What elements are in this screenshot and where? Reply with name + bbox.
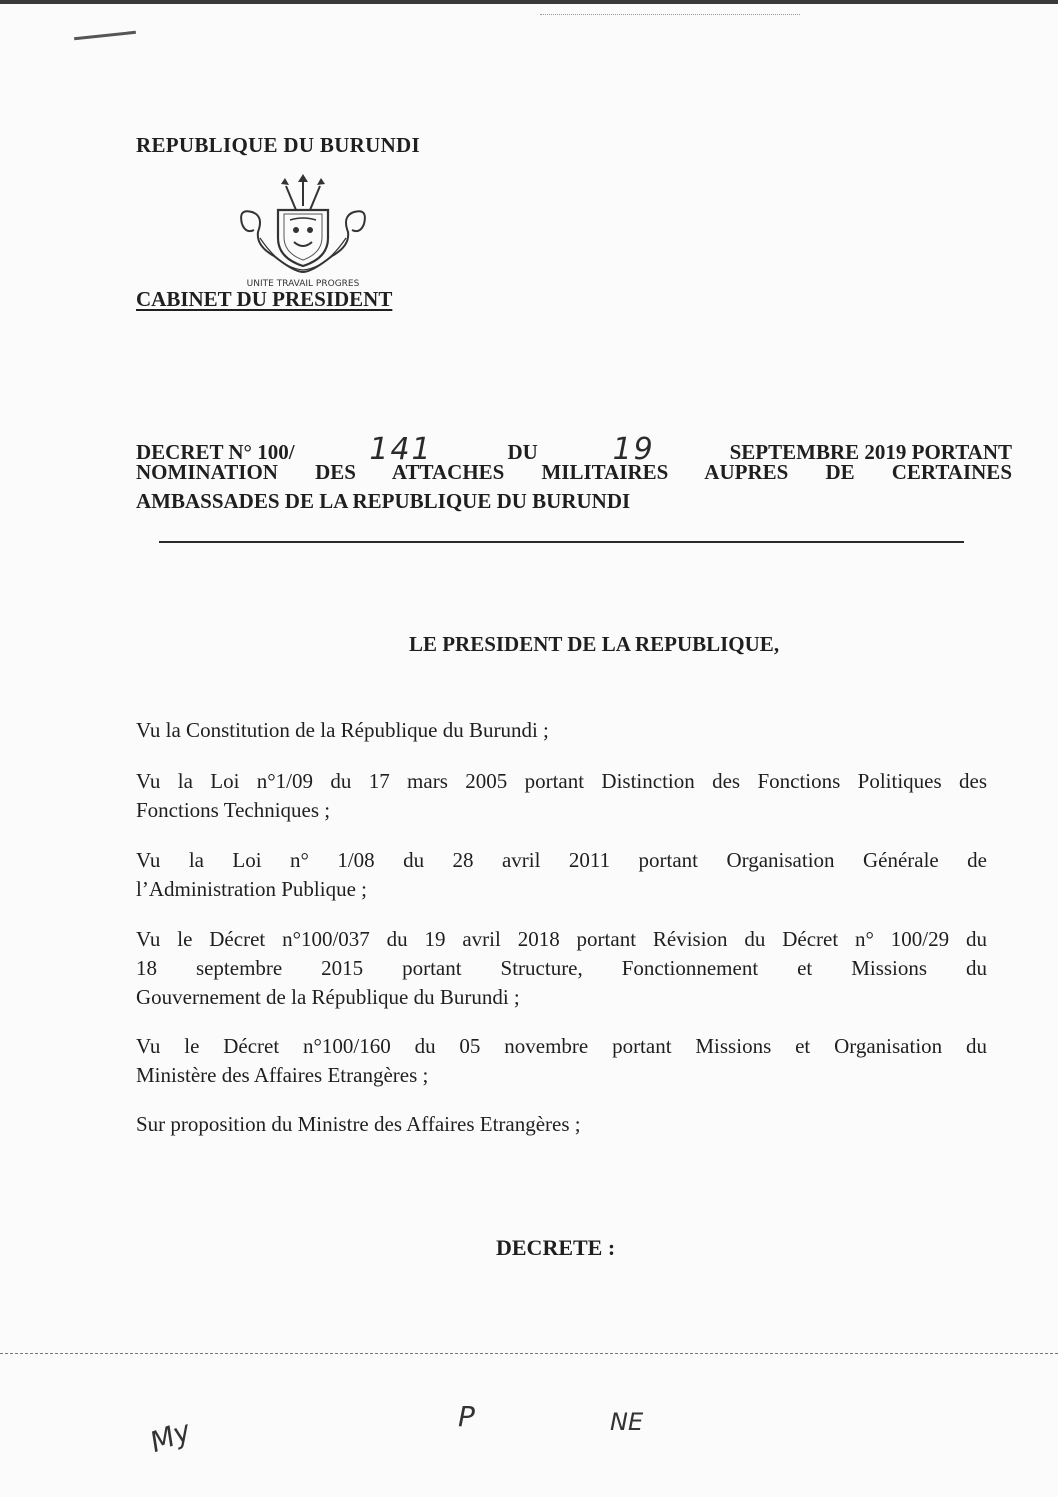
consideration-proposition: [136, 1110, 987, 1139]
handwritten-decree-number: 141: [369, 432, 433, 467]
decrete-heading: DECRETE :: [496, 1235, 616, 1260]
decree-title-line-3: AMBASSADES DE LA REPUBLIQUE DU BURUNDI: [136, 489, 631, 513]
scan-edge: [0, 0, 1058, 4]
scan-dots: [540, 14, 800, 17]
country-heading: REPUBLIQUE DU BURUNDI: [136, 133, 420, 157]
consideration-line: l’Administration Publique ;: [136, 877, 367, 901]
decree-date-suffix: SEPTEMBRE 2019 PORTANT: [729, 440, 1012, 464]
consideration-line: Vu la Constitution de la République du Burundi ;: [136, 718, 549, 742]
handwritten-initial-3: NE: [610, 1408, 644, 1436]
decree-number-prefix: DECRET N° 100/: [136, 440, 295, 464]
consideration-line: Vu le Décret n°100/037 du 19 avril 2018 portant Révision du Décret n° 100/29 du: [136, 927, 987, 951]
consideration-loi-2005: [136, 767, 987, 825]
handwritten-initial-1: My: [145, 1414, 196, 1459]
consideration-decret-160: [136, 1032, 987, 1090]
consideration-loi-2011: [136, 846, 987, 904]
handwritten-initial-2: P: [458, 1400, 475, 1433]
consideration-line: 18 septembre 2015 portant Structure, Fonctionnement et Missions du: [136, 956, 987, 980]
coat-of-arms-seal: [234, 172, 372, 290]
consideration-line: Gouvernement de la République du Burundi ;: [136, 985, 520, 1009]
consideration-line: Vu la Loi n°1/09 du 17 mars 2005 portant Distinction des Fonctions Politiques des: [136, 769, 987, 793]
scan-mark: [74, 31, 136, 40]
president-heading: [0, 632, 1058, 657]
cabinet-heading: CABINET DU PRESIDENT: [136, 287, 393, 311]
title-rule: [159, 541, 964, 543]
consideration-decret-2018: [136, 925, 987, 1012]
consideration-line: Sur proposition du Ministre des Affaires Etrangères ;: [136, 1112, 581, 1136]
handwritten-day: 19: [612, 432, 655, 467]
consideration-line: Ministère des Affaires Etrangères ;: [136, 1063, 429, 1087]
consideration-line: Vu la Loi n° 1/08 du 28 avril 2011 portant Organisation Générale de: [136, 848, 987, 872]
decree-title-line-2: NOMINATION DES ATTACHES MILITAIRES AUPRES DE CERTAINES: [136, 460, 1012, 484]
consideration-line: Vu le Décret n°100/160 du 05 novembre portant Missions et Organisation du: [136, 1034, 987, 1058]
seal-motto: UNITE TRAVAIL PROGRES: [246, 279, 360, 289]
president-heading-text: LE PRESIDENT DE LA REPUBLIQUE,: [408, 632, 780, 656]
consideration-constitution: [136, 716, 987, 745]
page-fold-line: [0, 1353, 1058, 1354]
decree-du: DU: [507, 440, 538, 464]
consideration-line: Fonctions Techniques ;: [136, 798, 331, 822]
